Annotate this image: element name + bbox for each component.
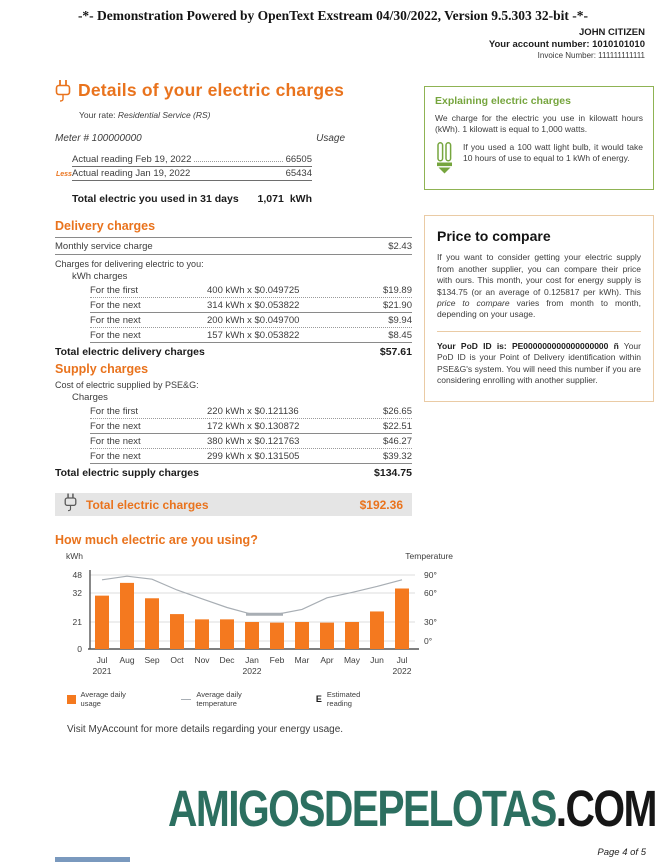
svg-text:90°: 90° (424, 570, 437, 580)
charge-calc: 200 kWh x $0.049700 (207, 314, 300, 326)
charge-calc: 299 kWh x $0.131505 (207, 450, 300, 462)
charge-calc: 172 kWh x $0.130872 (207, 420, 300, 432)
delivery-total-row (55, 343, 412, 360)
supply-subheading: Cost of electric supplied by PSE&G: (55, 380, 199, 390)
page-number: Page 4 of 5 (597, 847, 646, 858)
rate-value: Residential Service (RS) (117, 110, 211, 120)
charge-row (90, 328, 412, 343)
chart-legend (67, 690, 412, 708)
legend-item (181, 690, 280, 708)
charge-calc: 380 kWh x $0.121763 (207, 435, 300, 447)
svg-text:0°: 0° (424, 636, 433, 646)
cfl-bulb-icon (435, 142, 454, 179)
charge-tier-label: For the next (90, 299, 141, 311)
svg-text:Temperature: Temperature (405, 551, 453, 561)
svg-text:Jul: Jul (96, 655, 108, 665)
pod-id-value: Your PoD ID is: PE000000000000000000 ñ (437, 340, 619, 351)
charge-row (90, 434, 412, 449)
price-box-para1: If you want to consider getting your electric supply from another supplier, you can compare their price with ours. This month, your cost for energy supply is $134.75 (or an average of 0.125817 per kWh). This price to compare varies from month to month, depending on your usage. (437, 252, 641, 320)
charge-tier-label: For the next (90, 435, 141, 447)
usage-total-value: 1,071 (257, 193, 284, 205)
charge-amount: $19.89 (382, 284, 412, 296)
monthly-service-value: $2.43 (388, 240, 412, 252)
next-page-edge-strip (55, 857, 130, 862)
svg-text:2021: 2021 (92, 666, 112, 676)
amigosdepelotas-logo (168, 779, 656, 838)
details-header (55, 80, 412, 107)
charge-amount: $39.32 (382, 450, 412, 462)
meter-table (55, 133, 345, 205)
svg-text:0: 0 (77, 644, 82, 654)
svg-text:Nov: Nov (194, 655, 210, 665)
usage-total-unit: kWh (289, 193, 312, 205)
less-label: Less (56, 171, 72, 178)
charge-row (90, 283, 412, 298)
svg-text:2022: 2022 (392, 666, 412, 676)
charge-row (90, 419, 412, 434)
charge-row (90, 313, 412, 328)
svg-text:Dec: Dec (219, 655, 235, 665)
svg-text:Apr: Apr (320, 655, 334, 665)
monthly-service-row (55, 237, 412, 255)
logo-suffix-text: .COM (555, 780, 656, 837)
price-box-title: Price to compare (437, 228, 551, 245)
supply-total-value: $134.75 (374, 466, 412, 479)
supply-total-row (55, 464, 412, 481)
supply-rows (90, 404, 412, 464)
svg-text:Sep: Sep (144, 655, 160, 665)
delivery-subheading: Charges for delivering electric to you: (55, 259, 204, 269)
usage-column-header: Usage (316, 133, 345, 144)
charges-column (55, 80, 453, 735)
delivery-total-label: Total electric delivery charges (55, 345, 205, 358)
bar-legend-swatch (67, 695, 76, 704)
charge-row (90, 449, 412, 464)
reading-label: Actual reading Feb 19, 2022 (72, 154, 192, 165)
supply-total-label: Total electric supply charges (55, 466, 199, 479)
dotted-leader (194, 161, 282, 162)
meter-number: Meter # 100000000 (55, 133, 142, 144)
delivery-heading: Delivery charges (55, 219, 156, 233)
legend-label: Average daily usage (80, 690, 126, 708)
account-block (489, 27, 645, 61)
charge-amount: $22.51 (382, 420, 412, 432)
svg-text:30°: 30° (424, 617, 437, 627)
rate-label: Your rate: (79, 110, 116, 120)
kwh-charges-label: kWh charges (72, 271, 128, 282)
charge-calc: 400 kWh x $0.049725 (207, 284, 300, 296)
logo-main-text: AMIGOSDEPELOTAS (168, 780, 556, 837)
charge-row (90, 298, 412, 313)
svg-text:2022: 2022 (242, 666, 262, 676)
legend-item (316, 690, 384, 708)
charge-calc: 314 kWh x $0.053822 (207, 299, 300, 311)
usage-chart (55, 549, 455, 681)
svg-text:32: 32 (72, 588, 82, 598)
customer-name: JOHN CITIZEN (579, 27, 645, 38)
charge-tier-label: For the first (90, 284, 139, 296)
details-title: Details of your electric charges (78, 80, 345, 100)
usage-total-row (72, 190, 312, 205)
legend-label: Estimated reading (326, 690, 361, 708)
explain-box-title: Explaining electric charges (435, 95, 571, 107)
svg-text:21: 21 (72, 617, 82, 627)
price-box-divider (437, 331, 641, 332)
supply-heading: Supply charges (55, 362, 149, 376)
account-number-line: Your account number: 1010101010 (488, 38, 645, 50)
info-sidebar (424, 86, 654, 402)
charge-row (90, 404, 412, 419)
svg-text:Jun: Jun (370, 655, 384, 665)
chart-title: How much electric are you using? (55, 533, 258, 547)
rate-line (79, 110, 412, 120)
line-legend-dash (181, 699, 191, 700)
explain-box-para1: We charge for the electric you use in kilowatt hours (kWh). 1 kilowatt is equal to 1,000 watts. (435, 113, 643, 135)
charge-tier-label: For the next (90, 314, 141, 326)
total-banner-label: Total electric charges (86, 497, 209, 512)
charge-amount: $21.90 (382, 299, 412, 311)
reading-row (72, 153, 312, 167)
explain-box-para2: If you used a 100 watt light bulb, it would take 10 hours of use to equal to 1 kWh of energy. (463, 142, 643, 164)
monthly-service-label: Monthly service charge (55, 240, 153, 252)
delivery-rows (90, 283, 412, 343)
svg-text:Feb: Feb (269, 655, 285, 665)
delivery-total-value: $57.61 (379, 345, 412, 358)
svg-text:Jul: Jul (396, 655, 408, 665)
charge-amount: $46.27 (382, 435, 412, 447)
svg-text:May: May (343, 655, 361, 665)
charge-tier-label: For the first (90, 405, 139, 417)
visit-myaccount-line: Visit MyAccount for more details regarding your energy usage. (67, 724, 344, 735)
usage-total-label: Total electric you used in 31 days (72, 193, 239, 205)
svg-text:kWh: kWh (66, 551, 83, 561)
svg-text:48: 48 (72, 570, 82, 580)
plug-icon (55, 80, 71, 107)
charge-tier-label: For the next (90, 420, 141, 432)
svg-text:Aug: Aug (119, 655, 135, 665)
charge-tier-label: For the next (90, 450, 141, 462)
plug-icon-gray (64, 493, 77, 517)
demo-banner: -*- Demonstration Powered by OpenText Exstream 04/30/2022, Version 9.5.303 32-bit -*- (77, 8, 589, 23)
charge-tier-label: For the next (90, 329, 141, 341)
charge-amount: $9.94 (388, 314, 412, 326)
reading-rows (56, 153, 312, 181)
svg-text:Oct: Oct (170, 655, 184, 665)
legend-label: Average daily temperature (196, 690, 242, 708)
estimated-e-marker: E (315, 694, 322, 704)
charge-amount: $8.45 (388, 329, 412, 341)
total-banner-value: $192.36 (359, 497, 403, 512)
svg-text:Mar: Mar (294, 655, 310, 665)
reading-label: Actual reading Jan 19, 2022 (72, 168, 191, 179)
total-electric-banner (55, 493, 412, 516)
svg-text:Jan: Jan (245, 655, 259, 665)
charge-calc: 220 kWh x $0.121136 (207, 405, 299, 417)
invoice-number-line: Invoice Number: 111111111111 (537, 50, 645, 60)
legend-item (67, 690, 145, 708)
pod-id-para: Your PoD ID is: PE000000000000000000 ñ Your PoD ID is your Point of Delivery identification within PSE&G's system. You will need this number if you are considering enrolling with another supplier. (437, 340, 641, 386)
reading-value: 66505 (285, 154, 312, 165)
reading-value: 65434 (285, 168, 312, 179)
reading-row (56, 167, 312, 181)
svg-text:60°: 60° (424, 588, 437, 598)
charge-amount: $26.65 (382, 405, 412, 417)
explaining-charges-box (424, 86, 654, 190)
charge-calc: 157 kWh x $0.053822 (207, 329, 300, 341)
price-to-compare-box (424, 215, 654, 402)
supply-charges-label: Charges (72, 392, 108, 403)
